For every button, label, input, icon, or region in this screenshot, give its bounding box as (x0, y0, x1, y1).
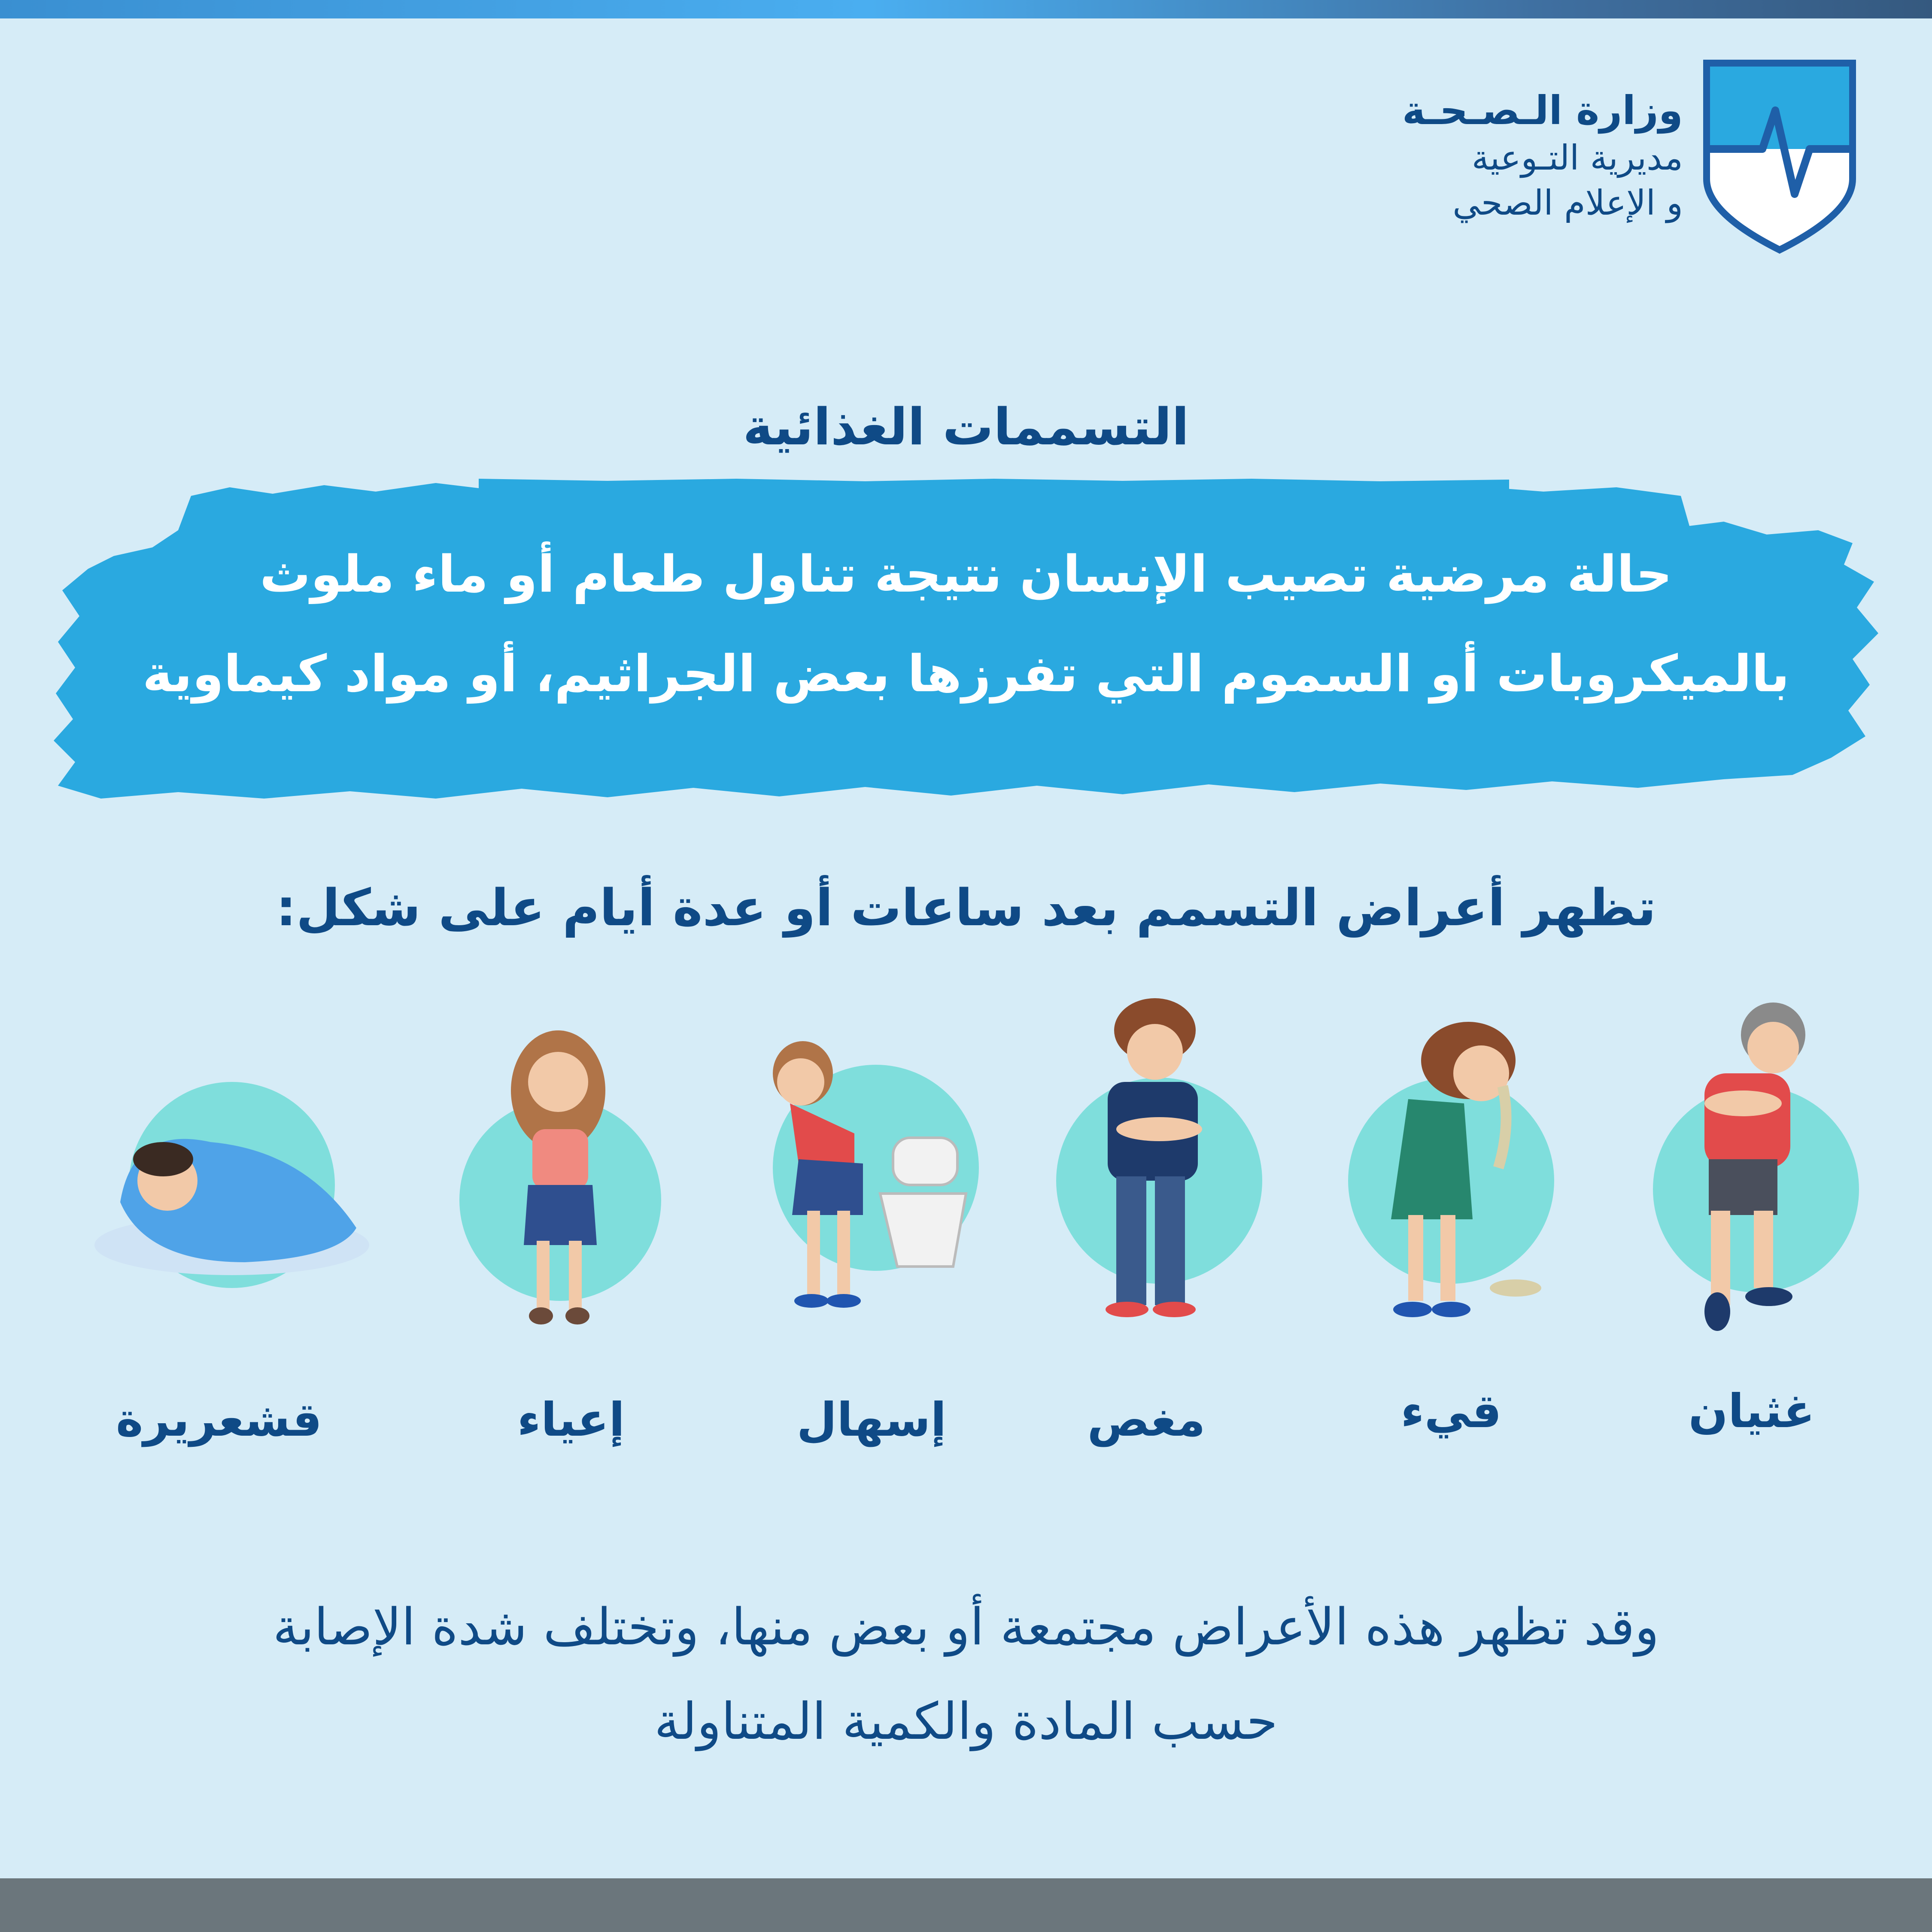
footer-line1: وقد تظهر هذه الأعراض مجتمعة أو بعض منها، وتختلف شدة الإصابة (273, 1597, 1659, 1656)
symptoms-heading: تظهر أعراض التسمم بعد ساعات أو عدة أيام على شكل: (276, 878, 1656, 937)
definition-line1: حالة مرضية تصيب الإنسان نتيجة تناول طعام أو ماء ملوث (259, 544, 1673, 604)
ministry-name: وزارة الـصـحـة (1402, 88, 1683, 134)
symptom-diarrhea (751, 1035, 992, 1447)
directorate-line1: مديرية التـوعية (1471, 138, 1683, 178)
diarrhea-illustration (751, 1035, 992, 1340)
symptom-label: إسهال (796, 1393, 947, 1447)
definition-line2: بالميكروبات أو السموم التي تفرزها بعض الجراثيم، أو مواد كيماوية (142, 644, 1790, 703)
fatigue-illustration (451, 1026, 691, 1340)
symptom-nausea (1631, 987, 1872, 1438)
nausea-illustration (1631, 987, 1872, 1340)
symptom-vomiting (1327, 1013, 1567, 1438)
symptom-label: غثيان (1688, 1385, 1815, 1438)
symptom-chills (82, 1073, 382, 1447)
chills-illustration (82, 1073, 382, 1340)
bottom-bar (0, 1878, 1932, 1932)
ministry-logo-text (1297, 86, 1683, 225)
directorate-line2: و الإعلام الصحي (1452, 183, 1683, 223)
footer-line2: حسب المادة والكمية المتناولة (654, 1692, 1278, 1751)
vomiting-illustration (1327, 1013, 1567, 1340)
symptom-label: قيء (1400, 1385, 1502, 1438)
symptom-label: قشعريرة (115, 1393, 322, 1447)
page-title: التسممات الغذائية (743, 397, 1189, 456)
brush-banner (49, 479, 1883, 803)
symptom-label: مغص (1087, 1393, 1206, 1447)
stomach-cramp-illustration (1030, 996, 1271, 1340)
shield-heartbeat-icon (1698, 50, 1861, 256)
symptom-label: إعياء (517, 1393, 625, 1447)
symptom-fatigue (451, 1026, 691, 1447)
symptom-cramps (1030, 996, 1271, 1447)
top-accent-bar (0, 0, 1932, 18)
